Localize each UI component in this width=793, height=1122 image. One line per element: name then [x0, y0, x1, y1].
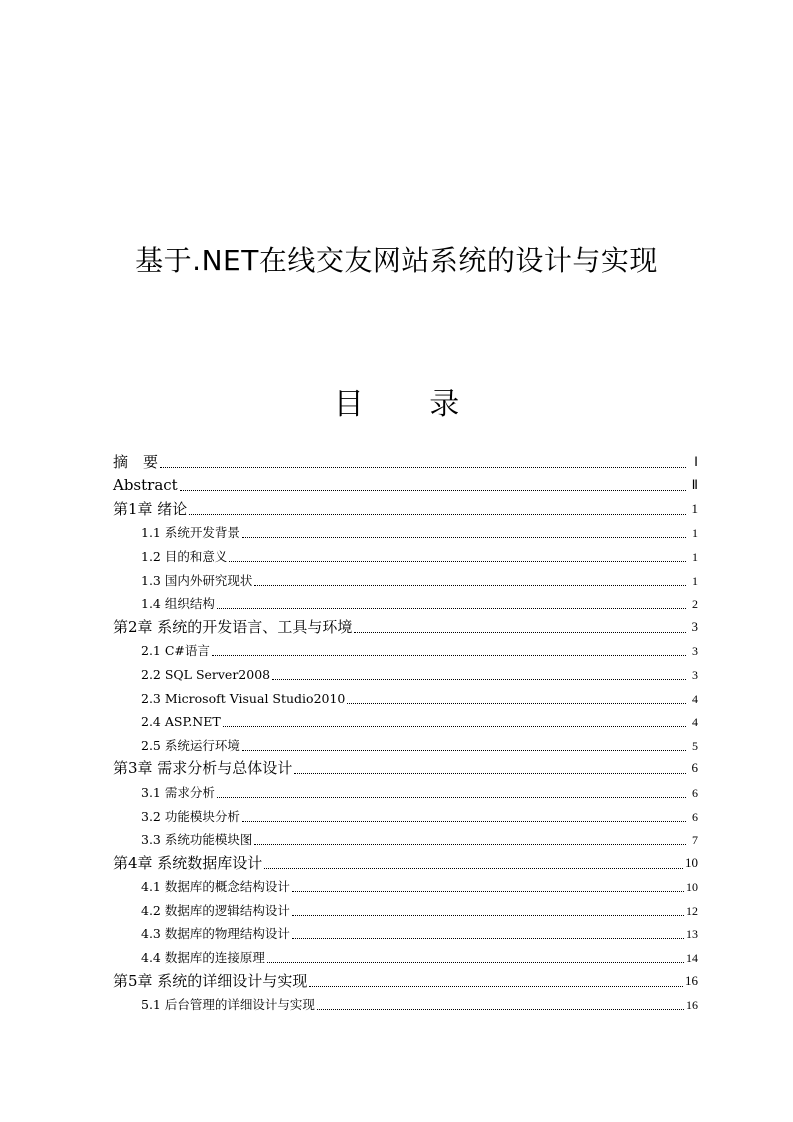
toc-entry-page-number: 1	[692, 526, 698, 541]
toc-entry-label: 2.3 Microsoft Visual Studio2010	[141, 690, 346, 706]
toc-entry-label: 4.2 数据库的逻辑结构设计	[141, 902, 290, 918]
toc-entry-label: 第1章 绪论	[113, 499, 188, 518]
toc-entry-page-number: 1	[691, 500, 698, 516]
toc-dot-leader	[217, 797, 686, 798]
toc-section-entry[interactable]	[113, 660, 698, 684]
toc-entry-page-number: 6	[692, 785, 698, 800]
toc-entry-page-number: 12	[686, 903, 698, 918]
toc-dot-leader	[180, 490, 686, 491]
toc-entry-page-number: 1	[692, 573, 698, 588]
toc-dot-leader	[354, 632, 686, 633]
toc-dot-leader	[292, 891, 684, 892]
toc-entry-label: 4.3 数据库的物理结构设计	[141, 926, 290, 942]
toc-entry-label: 摘 要	[113, 452, 159, 471]
toc-heading: 目 录	[333, 387, 488, 422]
toc-section-entry[interactable]	[113, 826, 698, 850]
toc-entry-label: 5.1 后台管理的详细设计与实现	[141, 997, 315, 1013]
toc-entry-label: 3.3 系统功能模块图	[141, 832, 253, 848]
toc-entry-page-number: 7	[692, 833, 698, 848]
toc-entry-page-number: Ⅰ	[694, 453, 698, 469]
toc-section-entry[interactable]	[113, 566, 698, 590]
toc-section-entry[interactable]	[113, 684, 698, 708]
toc-entry-label: Abstract	[113, 476, 178, 495]
toc-dot-leader	[242, 537, 686, 538]
toc-entry-page-number: 1	[692, 549, 698, 564]
toc-dot-leader	[267, 962, 684, 963]
toc-entry-page-number: 16	[685, 972, 698, 988]
toc-chapter-entry[interactable]	[113, 967, 698, 991]
toc-entry-page-number: 6	[692, 809, 698, 824]
toc-entry-page-number: 10	[686, 880, 698, 895]
toc-entry-label: 2.2 SQL Server2008	[141, 666, 271, 682]
toc-dot-leader	[223, 726, 686, 727]
toc-entry-page-number: 2	[692, 597, 698, 612]
toc-entry-page-number: 10	[685, 854, 698, 870]
table-of-contents	[113, 448, 698, 1014]
toc-entry-label: 4.1 数据库的概念结构设计	[141, 879, 290, 895]
toc-dot-leader	[309, 986, 683, 987]
toc-entry-label: 2.5 系统运行环境	[141, 737, 240, 753]
toc-dot-leader	[229, 561, 686, 562]
toc-entry-page-number: 16	[686, 998, 698, 1013]
toc-dot-leader	[242, 821, 686, 822]
toc-dot-leader	[217, 608, 686, 609]
toc-section-entry[interactable]	[113, 920, 698, 944]
toc-dot-leader	[264, 868, 683, 869]
toc-dot-leader	[254, 585, 686, 586]
toc-entry-label: 2.1 C#语言	[141, 643, 210, 659]
toc-entry-label: 1.1 系统开发背景	[141, 525, 240, 541]
toc-section-entry[interactable]	[113, 802, 698, 826]
toc-section-entry[interactable]	[113, 590, 698, 614]
toc-dot-leader	[254, 844, 686, 845]
toc-section-entry[interactable]	[113, 542, 698, 566]
toc-entry-page-number: 6	[691, 760, 698, 776]
toc-entry-page-number: 4	[692, 691, 698, 706]
toc-chapter-entry[interactable]	[113, 448, 698, 472]
document-title: 基于.NET在线交友网站系统的设计与实现	[135, 244, 658, 277]
toc-section-entry[interactable]	[113, 991, 698, 1015]
toc-entry-label: 3.1 需求分析	[141, 784, 215, 800]
toc-entry-page-number: 5	[692, 738, 698, 753]
toc-dot-leader	[160, 467, 686, 468]
toc-entry-label: 第4章 系统数据库设计	[113, 853, 263, 872]
toc-section-entry[interactable]	[113, 637, 698, 661]
toc-entry-page-number: 3	[692, 644, 698, 659]
toc-section-entry[interactable]	[113, 943, 698, 967]
toc-entry-page-number: 3	[692, 667, 698, 682]
toc-chapter-entry[interactable]	[113, 755, 698, 779]
toc-dot-leader	[317, 1009, 684, 1010]
toc-entry-label: 2.4 ASP.NET	[141, 714, 221, 730]
toc-entry-label: 4.4 数据库的连接原理	[141, 950, 265, 966]
toc-dot-leader	[212, 655, 686, 656]
toc-entry-label: 第2章 系统的开发语言、工具与环境	[113, 617, 353, 636]
toc-section-entry[interactable]	[113, 731, 698, 755]
toc-entry-page-number: 4	[692, 715, 698, 730]
toc-entry-label: 3.2 功能模块分析	[141, 808, 240, 824]
toc-entry-label: 1.4 组织结构	[141, 596, 215, 612]
toc-entry-page-number: 13	[686, 927, 698, 942]
toc-entry-label: 第5章 系统的详细设计与实现	[113, 971, 308, 990]
toc-section-entry[interactable]	[113, 873, 698, 897]
toc-entry-page-number: 3	[691, 618, 698, 634]
toc-chapter-entry[interactable]	[113, 472, 698, 496]
toc-chapter-entry[interactable]	[113, 495, 698, 519]
toc-dot-leader	[189, 514, 686, 515]
toc-chapter-entry[interactable]	[113, 613, 698, 637]
toc-section-entry[interactable]	[113, 708, 698, 732]
toc-dot-leader	[292, 915, 684, 916]
toc-dot-leader	[242, 750, 686, 751]
toc-entry-page-number: 14	[686, 951, 698, 966]
toc-entry-label: 1.2 目的和意义	[141, 548, 228, 564]
toc-dot-leader	[272, 679, 686, 680]
toc-chapter-entry[interactable]	[113, 849, 698, 873]
toc-section-entry[interactable]	[113, 778, 698, 802]
toc-dot-leader	[292, 938, 684, 939]
toc-section-entry[interactable]	[113, 519, 698, 543]
toc-entry-label: 第3章 需求分析与总体设计	[113, 759, 293, 778]
toc-entry-page-number: Ⅱ	[691, 477, 698, 493]
toc-entry-label: 1.3 国内外研究现状	[141, 572, 253, 588]
toc-section-entry[interactable]	[113, 896, 698, 920]
toc-dot-leader	[294, 773, 686, 774]
toc-dot-leader	[347, 703, 686, 704]
